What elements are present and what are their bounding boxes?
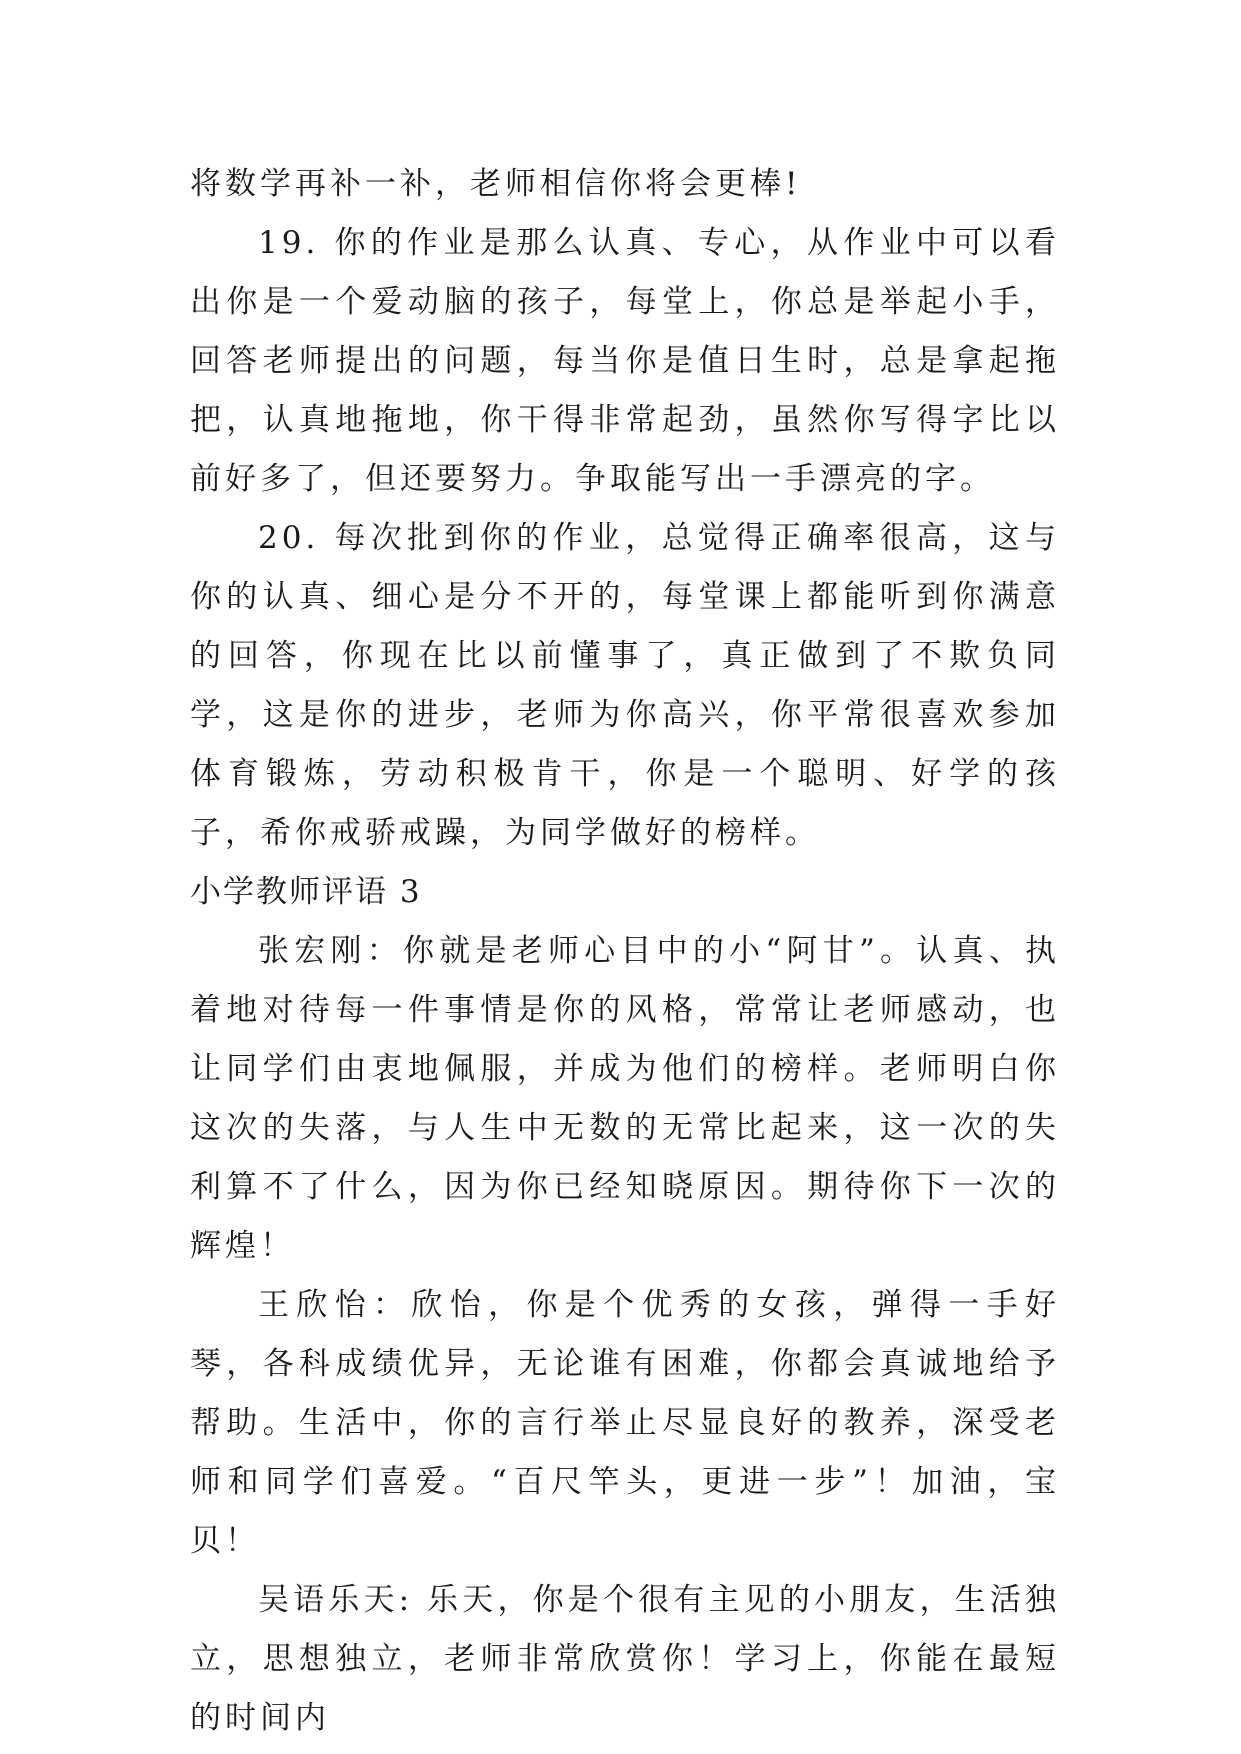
paragraph-zhang-honggang: 张宏刚：你就是老师心目中的小“阿甘”。认真、执着地对待每一件事情是你的风格，常常让老师感动，也让同学们由衷地佩服，并成为他们的榜样。老师明白你这次的失落，与人生中无数的无常比起来，这一次的失利算不了什么，因为你已经知晓原因。期待你下一次的辉煌！ (190, 933, 1060, 1264)
paragraph-comment-19: 19. 你的作业是那么认真、专心，从作业中可以看出你是一个爱动脑的孩子，每堂上，你总是举起小手，回答老师提出的问题，每当你是值日生时，总是拿起拖把，认真地拖地，你干得非常起劲，虽然你写得字比以前好多了，但还要努力。争取能写出一手漂亮的字。 (190, 225, 1060, 497)
paragraph-wang-xinyi: 王欣怡：欣怡，你是个优秀的女孩，弹得一手好琴，各科成绩优异，无论谁有困难，你都会真诚地给予帮助。生活中，你的言行举止尽显良好的教养，深受老师和同学们喜爱。“百尺竿头，更进一步”！加油，宝贝！ (190, 1287, 1060, 1559)
paragraph-continuation: 将数学再补一补，老师相信你将会更棒! (190, 166, 802, 202)
section-heading: 小学教师评语 3 (190, 874, 422, 910)
paragraph-comment-20: 20. 每次批到你的作业，总觉得正确率很高，这与你的认真、细心是分不开的，每堂课上都能听到你满意的回答，你现在比以前懂事了，真正做到了不欺负同学，这是你的进步，老师为你高兴，你平常很喜欢参加体育锻炼，劳动积极肯干，你是一个聪明、好学的孩子，希你戒骄戒躁，为同学做好的榜样。 (190, 520, 1060, 851)
paragraph-wu-yu-letian: 吴语乐天: 乐天，你是个很有主见的小朋友，生活独立，思想独立，老师非常欣赏你！学习上，你能在最短的时间内 (190, 1582, 1060, 1736)
document-body (190, 155, 1060, 1748)
